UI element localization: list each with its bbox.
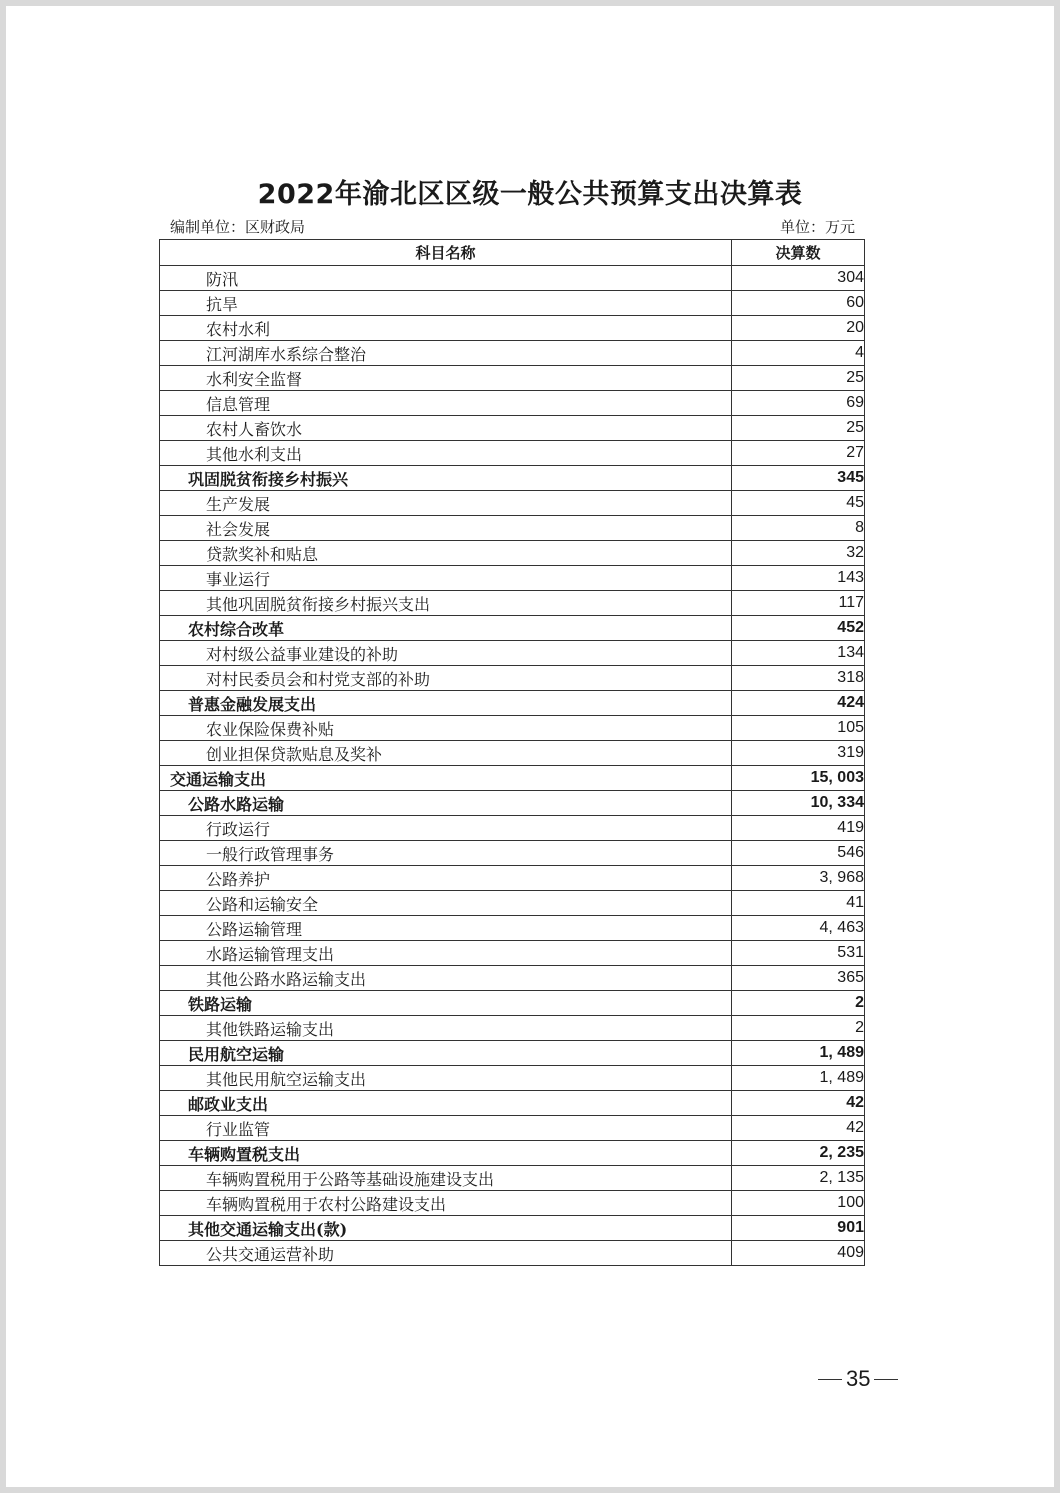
table-row (160, 691, 865, 716)
row-final-amount: 69 (732, 391, 865, 416)
table-row (160, 1216, 865, 1241)
table-row (160, 1191, 865, 1216)
table-row (160, 1241, 865, 1266)
row-final-amount: 15, 003 (732, 766, 865, 791)
row-item-name: 其他铁路运输支出 (160, 1016, 732, 1041)
budget-table (159, 239, 865, 1266)
row-item-name: 民用航空运输 (160, 1041, 732, 1066)
table-row (160, 1116, 865, 1141)
row-item-name: 创业担保贷款贴息及奖补 (160, 741, 732, 766)
row-item-name: 公路养护 (160, 866, 732, 891)
document-title: 2022年渝北区区级一般公共预算支出决算表 (257, 179, 803, 210)
row-item-name: 行业监管 (160, 1116, 732, 1141)
row-final-amount: 2 (732, 1016, 865, 1041)
row-final-amount: 1, 489 (732, 1041, 865, 1066)
table-row (160, 891, 865, 916)
row-final-amount: 4 (732, 341, 865, 366)
row-final-amount: 531 (732, 941, 865, 966)
row-final-amount: 134 (732, 641, 865, 666)
row-item-name: 社会发展 (160, 516, 732, 541)
header-item-name: 科目名称 (160, 240, 732, 266)
row-item-name: 其他巩固脱贫衔接乡村振兴支出 (160, 591, 732, 616)
row-item-name: 抗旱 (160, 291, 732, 316)
table-row (160, 791, 865, 816)
row-final-amount: 546 (732, 841, 865, 866)
row-final-amount: 2, 135 (732, 1166, 865, 1191)
page-number-text: 35 (846, 1366, 871, 1391)
row-final-amount: 319 (732, 741, 865, 766)
row-final-amount: 100 (732, 1191, 865, 1216)
table-row (160, 991, 865, 1016)
table-row (160, 641, 865, 666)
table-row (160, 541, 865, 566)
row-final-amount: 42 (732, 1091, 865, 1116)
row-final-amount: 25 (732, 416, 865, 441)
table-row (160, 841, 865, 866)
row-final-amount: 8 (732, 516, 865, 541)
row-final-amount: 3, 968 (732, 866, 865, 891)
table-header-row (160, 240, 865, 266)
row-item-name: 事业运行 (160, 566, 732, 591)
row-final-amount: 318 (732, 666, 865, 691)
table-row (160, 466, 865, 491)
row-item-name: 信息管理 (160, 391, 732, 416)
row-item-name: 对村级公益事业建设的补助 (160, 641, 732, 666)
row-item-name: 公路水路运输 (160, 791, 732, 816)
row-final-amount: 41 (732, 891, 865, 916)
row-item-name: 车辆购置税支出 (160, 1141, 732, 1166)
row-item-name: 水路运输管理支出 (160, 941, 732, 966)
table-row (160, 441, 865, 466)
row-final-amount: 27 (732, 441, 865, 466)
table-row (160, 666, 865, 691)
row-item-name: 其他水利支出 (160, 441, 732, 466)
table-row (160, 916, 865, 941)
row-final-amount: 117 (732, 591, 865, 616)
row-item-name: 江河湖库水系综合整治 (160, 341, 732, 366)
table-row (160, 416, 865, 441)
header-final-amount: 决算数 (732, 240, 865, 266)
table-row (160, 741, 865, 766)
row-final-amount: 1, 489 (732, 1066, 865, 1091)
table-row (160, 766, 865, 791)
table-row (160, 366, 865, 391)
row-final-amount: 452 (732, 616, 865, 641)
table-row (160, 266, 865, 291)
table-row (160, 866, 865, 891)
table-row (160, 291, 865, 316)
row-item-name: 农村人畜饮水 (160, 416, 732, 441)
table-row (160, 391, 865, 416)
row-final-amount: 105 (732, 716, 865, 741)
table-row (160, 1066, 865, 1091)
row-final-amount: 901 (732, 1216, 865, 1241)
table-row (160, 1141, 865, 1166)
table-row (160, 1041, 865, 1066)
table-row (160, 966, 865, 991)
row-item-name: 防汛 (160, 266, 732, 291)
table-row (160, 716, 865, 741)
row-final-amount: 345 (732, 466, 865, 491)
row-item-name: 生产发展 (160, 491, 732, 516)
table-row (160, 1091, 865, 1116)
table-row (160, 491, 865, 516)
row-item-name: 公共交通运营补助 (160, 1241, 732, 1266)
row-final-amount: 424 (732, 691, 865, 716)
row-item-name: 公路和运输安全 (160, 891, 732, 916)
table-row (160, 616, 865, 641)
row-item-name: 邮政业支出 (160, 1091, 732, 1116)
row-final-amount: 409 (732, 1241, 865, 1266)
row-final-amount: 20 (732, 316, 865, 341)
table-row (160, 566, 865, 591)
row-item-name: 铁路运输 (160, 991, 732, 1016)
row-final-amount: 365 (732, 966, 865, 991)
row-item-name: 农村水利 (160, 316, 732, 341)
row-item-name: 交通运输支出 (160, 766, 732, 791)
table-row (160, 816, 865, 841)
row-item-name: 水利安全监督 (160, 366, 732, 391)
row-item-name: 车辆购置税用于公路等基础设施建设支出 (160, 1166, 732, 1191)
row-final-amount: 2 (732, 991, 865, 1016)
row-final-amount: 143 (732, 566, 865, 591)
row-item-name: 其他公路水路运输支出 (160, 966, 732, 991)
row-item-name: 贷款奖补和贴息 (160, 541, 732, 566)
row-final-amount: 304 (732, 266, 865, 291)
table-row (160, 1016, 865, 1041)
row-final-amount: 25 (732, 366, 865, 391)
table-row (160, 341, 865, 366)
row-final-amount: 2, 235 (732, 1141, 865, 1166)
row-item-name: 行政运行 (160, 816, 732, 841)
row-final-amount: 32 (732, 541, 865, 566)
row-item-name: 其他民用航空运输支出 (160, 1066, 732, 1091)
row-item-name: 车辆购置税用于农村公路建设支出 (160, 1191, 732, 1216)
row-final-amount: 419 (732, 816, 865, 841)
row-item-name: 其他交通运输支出(款) (160, 1216, 732, 1241)
row-item-name: 一般行政管理事务 (160, 841, 732, 866)
row-item-name: 农村综合改革 (160, 616, 732, 641)
row-final-amount: 42 (732, 1116, 865, 1141)
row-final-amount: 4, 463 (732, 916, 865, 941)
table-row (160, 941, 865, 966)
row-final-amount: 60 (732, 291, 865, 316)
row-item-name: 巩固脱贫衔接乡村振兴 (160, 466, 732, 491)
table-row (160, 591, 865, 616)
table-row (160, 516, 865, 541)
row-final-amount: 45 (732, 491, 865, 516)
row-item-name: 普惠金融发展支出 (160, 691, 732, 716)
compiling-unit: 编制单位：区财政局 (170, 218, 306, 236)
row-item-name: 对村民委员会和村党支部的补助 (160, 666, 732, 691)
document-page (6, 6, 1054, 1487)
dash-right (874, 1379, 898, 1380)
row-final-amount: 10, 334 (732, 791, 865, 816)
row-item-name: 公路运输管理 (160, 916, 732, 941)
page-number (814, 1366, 902, 1392)
row-item-name: 农业保险保费补贴 (160, 716, 732, 741)
table-row (160, 316, 865, 341)
table-row (160, 1166, 865, 1191)
unit-label: 单位：万元 (779, 218, 855, 236)
dash-left (818, 1379, 842, 1380)
table-body (160, 266, 865, 1266)
